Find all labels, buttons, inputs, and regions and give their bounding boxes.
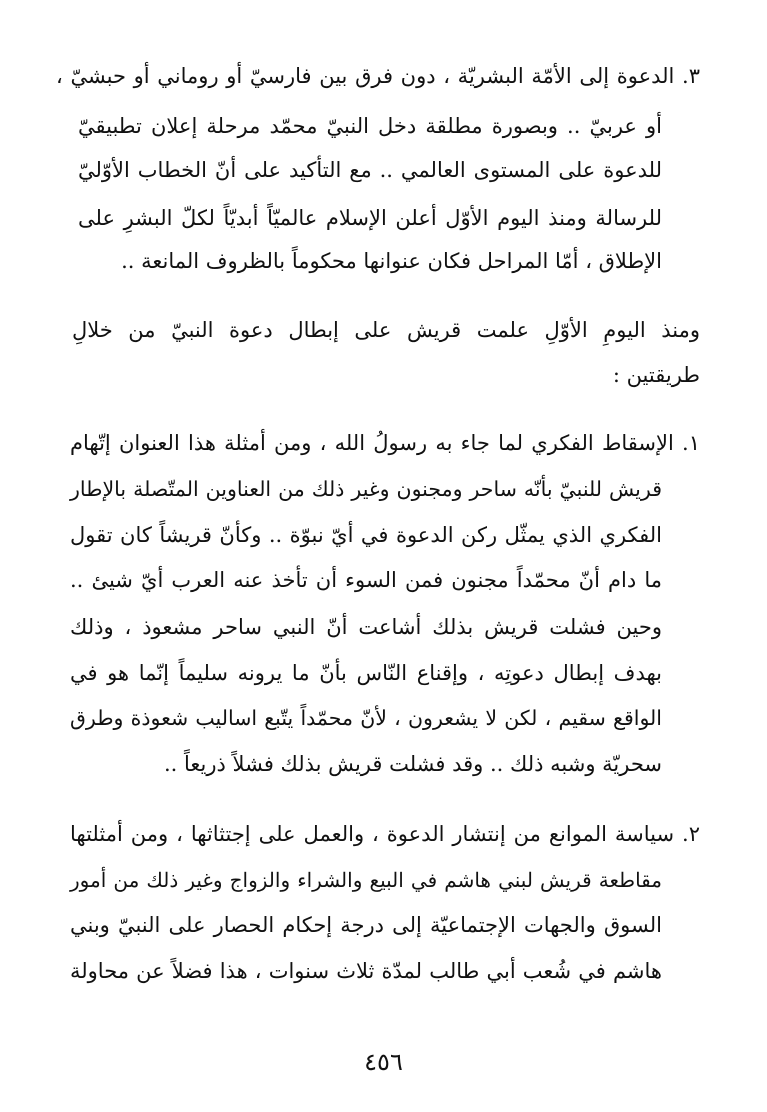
item-1-line-3: الفكري الذي يمثّل ركن الدعوة في أيّ نبوّة .. وكأنّ قريشاً كان تقول — [70, 523, 662, 547]
item-1-line-4: ما دام أنّ محمّداً مجنون فمن السوء أن تأخذ عنه العرب أيّ شيئ .. — [70, 568, 662, 592]
item-1-line-6: بهدف إبطال دعوتِه ، وإقناع النّاس بأنّ ما يرونه سليماً إنّما هو في — [70, 661, 662, 685]
item-3-line-4: للرسالة ومنذ اليوم الأوّل أعلن الإسلام عالميّاً أبديّاً لكلّ البشرِ على — [78, 206, 662, 230]
item-2-line-3: السوق والجهات الإجتماعيّة إلى درجة إحكام الحصار على النبيّ وبني — [70, 913, 662, 937]
item-2-line-4: هاشم في شُعب أبي طالب لمدّة ثلاث سنوات ، هذا فضلاً عن محاولة — [70, 959, 662, 983]
paragraph-line-2: طريقتين : — [612, 363, 700, 387]
item-1-line-8: سحريّة وشبه ذلك .. وقد فشلت قريش بذلك فشلاً ذريعاً .. — [163, 752, 662, 776]
item-1-line-1: ١. الإسقاط الفكري لما جاء به رسولُ الله ، ومن أمثلة هذا العنوان إتّهام — [70, 431, 700, 455]
item-2-line-2: مقاطعة قريش لبني هاشم في البيع والشراء والزواج وغير ذلك من أمور — [70, 868, 662, 892]
item-3-line-3: للدعوة على المستوى العالمي .. مع التأكيد على أنّ الخطاب الأوّليّ — [78, 158, 662, 182]
item-3-line-5: الإطلاق ، أمّا المراحل فكان عنوانها محكوماً بالظروف المانعة .. — [121, 249, 662, 273]
item-1-line-2: قريش للنبيّ بأنّه ساحر ومجنون وغير ذلك من العناوين المتّصلة بالإطار — [70, 477, 662, 501]
item-1-line-7: الواقع سقيم ، لكن لا يشعرون ، لأنّ محمّداً يتّبع اساليب شعوذة وطرق — [70, 706, 662, 730]
page-number: ٤٥٦ — [364, 1048, 403, 1076]
item-2-line-1: ٢. سياسة الموانع من إنتشار الدعوة ، والعمل على إجتثاثها ، ومن أمثلتها — [70, 822, 700, 846]
item-1-line-5: وحين فشلت قريش بذلك أشاعت أنّ النبي ساحر مشعوذ ، وذلك — [70, 615, 662, 639]
item-3-line-1: ٣. الدعوة إلى الأمّة البشريّة ، دون فرق بين فارسيّ أو روماني أو حبشيّ ، — [56, 64, 700, 88]
item-3-line-2: أو عربيّ .. وبصورة مطلقة دخل النبيّ محمّد مرحلة إعلان تطبيقيّ — [78, 114, 662, 138]
paragraph-line-1: ومنذ اليومِ الأوّلِ علمت قريش على إبطال دعوة النبيّ من خلالِ — [72, 318, 700, 342]
